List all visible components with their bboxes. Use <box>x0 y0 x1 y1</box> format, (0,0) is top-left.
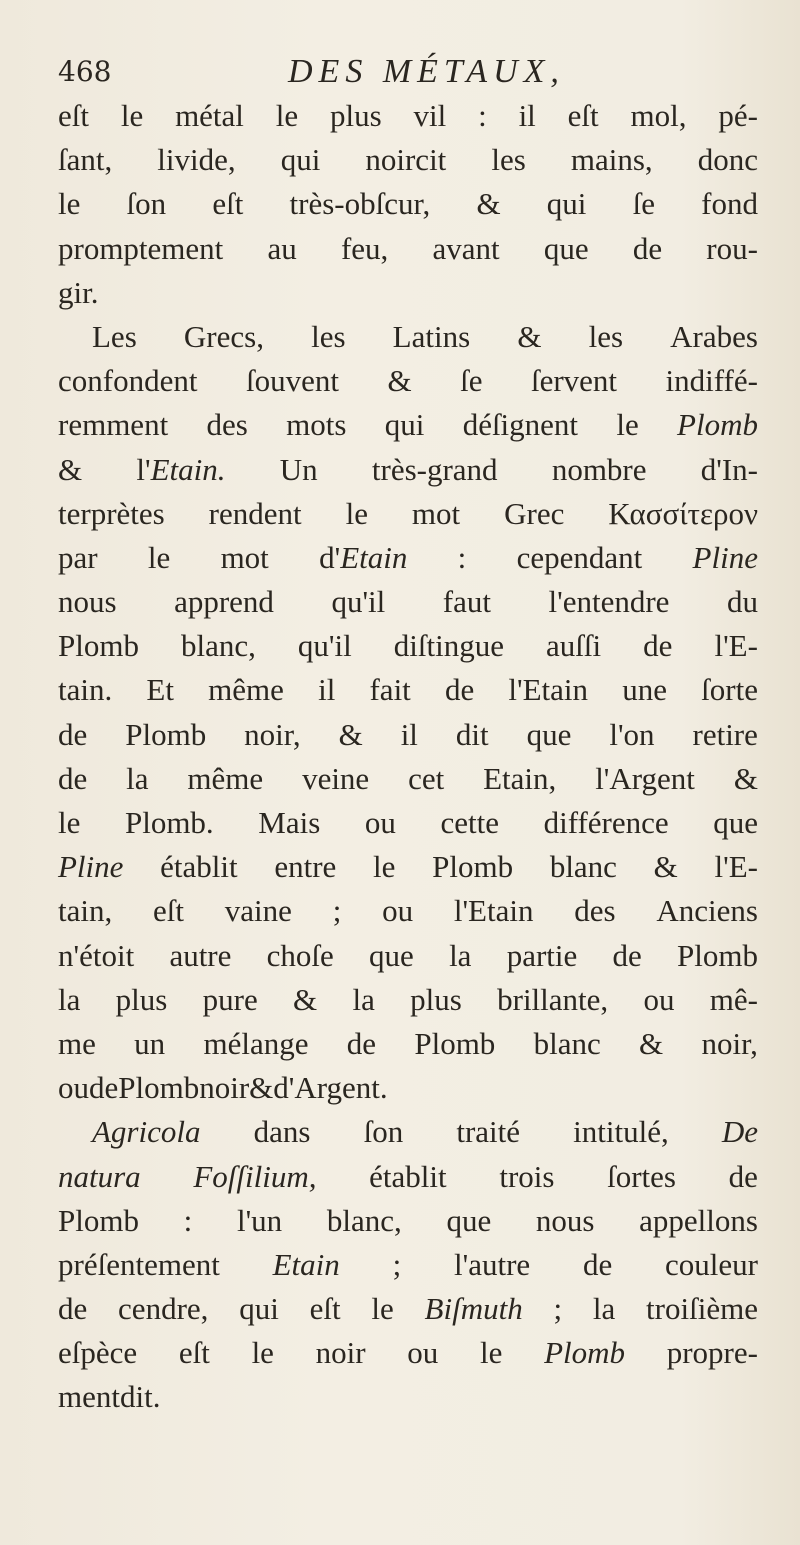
word: de <box>582 1246 613 1282</box>
word: & <box>733 760 758 796</box>
word: déſignent <box>462 407 579 443</box>
word: remment <box>58 407 169 443</box>
word: au <box>267 230 297 266</box>
word: de <box>444 672 475 708</box>
word: que <box>543 230 589 266</box>
word: ſorte <box>701 672 758 708</box>
word: noir, <box>244 716 301 752</box>
word: dit. <box>120 1379 161 1415</box>
word: ſant, <box>58 142 113 178</box>
word: l'autre <box>454 1246 531 1282</box>
word: il <box>400 716 418 752</box>
word: & <box>387 363 412 399</box>
word: troiſième <box>646 1291 758 1327</box>
page-header <box>58 50 758 94</box>
word: les <box>311 318 346 354</box>
text-line <box>58 1066 758 1110</box>
word: blanc, <box>181 628 256 664</box>
word: blanc <box>549 849 617 885</box>
word: qu'il <box>331 584 386 620</box>
word: mê- <box>709 981 758 1017</box>
word: Anciens <box>656 893 758 929</box>
word: Les <box>92 318 137 354</box>
word: cependant <box>516 539 643 575</box>
word: & <box>639 1025 664 1061</box>
word: Plomb. <box>124 805 214 840</box>
word: ſe <box>632 186 655 222</box>
text-line <box>58 94 758 138</box>
word: d'In- <box>700 451 758 487</box>
word: la <box>592 1291 616 1327</box>
word: le <box>371 1291 394 1327</box>
text-line <box>58 1287 758 1331</box>
word: plus <box>329 98 382 133</box>
word: & <box>293 981 318 1017</box>
word: des <box>574 893 616 929</box>
word: noir <box>199 1070 250 1106</box>
word: que <box>446 1202 492 1238</box>
word: de <box>346 1025 377 1061</box>
word: métal <box>175 98 244 133</box>
word: avant <box>432 230 500 266</box>
word: retire <box>692 716 758 752</box>
word: & <box>58 451 83 487</box>
word: Grec <box>504 495 565 531</box>
word: Plomb <box>125 716 207 752</box>
word: l'un <box>236 1202 283 1238</box>
word: plus <box>115 981 168 1017</box>
word: entre <box>274 849 337 885</box>
word: l'on <box>609 716 655 752</box>
word: le <box>479 1335 503 1371</box>
text-line <box>58 182 758 226</box>
text-line <box>58 492 758 536</box>
word: Grecs, <box>183 318 264 354</box>
word: établit <box>160 849 238 885</box>
word: même <box>208 672 284 708</box>
word: & <box>517 318 542 354</box>
word: nombre <box>551 451 647 487</box>
word: noir, <box>701 1025 758 1061</box>
word: qui <box>384 407 425 443</box>
word: choſe <box>266 937 334 973</box>
word: très-grand <box>371 451 498 487</box>
word: eſt <box>309 1291 341 1327</box>
word: veine <box>302 760 370 796</box>
word: dans <box>253 1114 311 1150</box>
word: brillante, <box>497 981 609 1017</box>
word: mains, <box>570 142 653 178</box>
word: la <box>58 981 81 1017</box>
word: eſt <box>212 186 244 222</box>
text-line <box>58 801 758 845</box>
text-line <box>58 713 758 757</box>
word: : <box>457 539 467 575</box>
word: tain. <box>58 672 113 708</box>
word: eſt <box>153 893 185 929</box>
word: fait <box>369 672 411 708</box>
word: nous <box>58 584 117 620</box>
word: indiffé- <box>665 363 758 399</box>
word: eſpèce <box>58 1335 138 1371</box>
text-line <box>58 1375 758 1419</box>
word: d'Argent. <box>273 1070 388 1106</box>
text-line <box>58 138 758 182</box>
word: Un <box>279 451 318 487</box>
word: Mais <box>258 805 321 840</box>
word: & <box>476 186 501 222</box>
word: mot <box>220 539 269 575</box>
word: : <box>183 1202 193 1238</box>
text-line <box>58 845 758 889</box>
word: le <box>147 539 171 575</box>
word: cet <box>408 760 445 796</box>
word: que <box>526 716 572 752</box>
word: Etain <box>272 1246 340 1282</box>
text-line <box>58 1199 758 1243</box>
word: Etain, <box>483 760 557 796</box>
word: mots <box>286 407 347 443</box>
word: Pline <box>692 539 758 575</box>
word: ou <box>407 1335 439 1371</box>
word: l'E- <box>714 849 758 885</box>
word: tain, <box>58 893 113 929</box>
word: Plomb <box>677 937 758 973</box>
word: noircit <box>365 142 447 178</box>
word: & <box>338 716 363 752</box>
word: l'Argent <box>595 760 695 796</box>
word: vaine <box>224 893 292 929</box>
word: Κασσίτερον <box>608 495 758 531</box>
word: Pline <box>58 849 124 885</box>
word: qu'il <box>297 628 352 664</box>
word: propre- <box>666 1335 758 1371</box>
text-line <box>58 1243 758 1287</box>
word: de <box>612 937 642 973</box>
word: auſſi <box>546 628 602 664</box>
word: cette <box>440 805 499 840</box>
word: feu, <box>340 230 389 266</box>
text-line <box>58 359 758 403</box>
text-line <box>58 978 758 1022</box>
word: vil <box>413 98 447 133</box>
word: ; <box>392 1246 402 1282</box>
word: qui <box>239 1291 279 1327</box>
text-line <box>58 403 758 447</box>
text-line <box>58 315 758 359</box>
word: le <box>58 805 81 840</box>
word: de <box>728 1158 758 1194</box>
word: de <box>89 1070 119 1106</box>
text-line <box>58 536 758 580</box>
word: ſervent <box>530 363 618 399</box>
word: Plomb <box>118 1070 200 1106</box>
word: eſt <box>567 98 599 133</box>
word: de <box>643 628 673 664</box>
page-number: 468 <box>58 55 112 88</box>
word: la <box>126 760 149 796</box>
word: pé- <box>718 98 758 133</box>
word: les <box>588 318 624 354</box>
word: le <box>120 98 144 133</box>
word: me <box>58 1025 96 1061</box>
body-text <box>58 94 758 1420</box>
word: ou <box>364 805 396 840</box>
word: blanc, <box>326 1202 402 1238</box>
word: traité <box>456 1114 521 1150</box>
text-line <box>58 668 758 712</box>
text-line <box>58 934 758 978</box>
word: apprend <box>174 584 274 620</box>
text-line <box>58 889 758 933</box>
word: qui <box>280 142 321 178</box>
word: que <box>713 805 758 840</box>
word: dit <box>455 716 489 752</box>
text-line <box>58 448 758 492</box>
word: autre <box>169 937 232 973</box>
word: ou <box>382 893 414 929</box>
text-line <box>58 271 758 315</box>
word: mélange <box>203 1025 309 1061</box>
word: eſt <box>178 1335 210 1371</box>
word: des <box>206 407 248 443</box>
word: rou- <box>706 230 758 266</box>
word: natura <box>58 1158 141 1194</box>
word: Plomb <box>414 1025 496 1061</box>
word: fond <box>701 186 758 222</box>
word: & <box>249 1070 274 1106</box>
text-line <box>58 580 758 624</box>
word: même <box>187 760 264 796</box>
word: Plomb <box>677 407 758 443</box>
word: préſentement <box>58 1246 220 1282</box>
word: l'entendre <box>548 584 670 620</box>
text-line <box>58 624 758 668</box>
word: le <box>373 849 396 885</box>
word: l'Etain. <box>136 451 226 487</box>
running-title: DES MÉTAUX, <box>288 53 565 90</box>
word: qui <box>546 186 587 222</box>
word: ſon <box>363 1114 404 1150</box>
word: la <box>352 981 375 1017</box>
word: les <box>491 142 526 178</box>
word: nous <box>535 1202 595 1238</box>
word: mol, <box>630 98 687 133</box>
word: Foſſilium, <box>193 1158 317 1194</box>
word: faut <box>442 584 491 620</box>
word: d'Etain <box>319 539 408 575</box>
word: établit <box>369 1158 447 1194</box>
word: ou <box>643 981 675 1017</box>
word: blanc <box>533 1025 601 1061</box>
text-line <box>58 1155 758 1199</box>
word: intitulé, <box>573 1114 669 1150</box>
word: un <box>134 1025 166 1061</box>
word: le <box>616 407 639 443</box>
word: couleur <box>665 1246 758 1282</box>
word: Latins <box>392 318 471 354</box>
word: Plomb <box>544 1335 625 1371</box>
word: plus <box>410 981 462 1017</box>
word: de <box>632 230 663 266</box>
word: la <box>449 937 472 973</box>
text-line <box>58 1110 758 1154</box>
word: Plomb <box>58 1202 139 1238</box>
word: & <box>653 849 678 885</box>
word: ſe <box>460 363 483 399</box>
word: le <box>58 186 81 222</box>
word: promptement <box>58 230 224 266</box>
text-line <box>58 1331 758 1375</box>
word: une <box>622 672 667 708</box>
word: Biſmuth <box>424 1291 523 1327</box>
word: très-obſcur, <box>289 186 431 222</box>
word: ou <box>58 1070 89 1106</box>
word: Plomb <box>432 849 514 885</box>
word: que <box>369 937 414 973</box>
word: l'Etain <box>508 672 589 708</box>
word: de <box>58 760 88 796</box>
word: appellons <box>639 1202 758 1238</box>
word: du <box>726 584 758 620</box>
word: eſt <box>58 98 89 133</box>
word: diſtingue <box>393 628 504 664</box>
text-line <box>58 1022 758 1066</box>
word: : <box>478 98 487 133</box>
word: pure <box>202 981 258 1017</box>
word: Et <box>146 672 174 708</box>
word: ſortes <box>607 1158 676 1194</box>
word: confondent <box>58 363 198 399</box>
word: l'E- <box>714 628 758 664</box>
word: ; <box>553 1291 563 1327</box>
word: gir. <box>58 274 99 310</box>
word: il <box>518 98 536 133</box>
word: de <box>58 1291 88 1327</box>
word: partie <box>506 937 578 973</box>
word: différence <box>543 805 669 840</box>
word: donc <box>697 142 758 178</box>
word: trois <box>499 1158 555 1194</box>
word: Arabes <box>670 318 758 354</box>
text-line <box>58 227 758 271</box>
word: le <box>275 98 299 133</box>
text-line <box>58 757 758 801</box>
word: terprètes <box>58 495 165 531</box>
word: il <box>318 672 336 708</box>
word: Agricola <box>92 1114 201 1150</box>
word: De <box>721 1114 758 1150</box>
word: mot <box>411 495 461 531</box>
word: livide, <box>157 142 236 178</box>
word: le <box>251 1335 274 1371</box>
word: Plomb <box>58 628 139 664</box>
word: le <box>345 495 368 531</box>
word: ment <box>58 1379 120 1415</box>
word: ſon <box>126 186 167 222</box>
word: n'étoit <box>58 937 135 973</box>
word: rendent <box>208 495 302 531</box>
word: noir <box>315 1335 366 1371</box>
word: l'Etain <box>453 893 534 929</box>
word: ; <box>332 893 342 929</box>
word: par <box>58 539 98 575</box>
word: de <box>58 716 88 752</box>
word: cendre, <box>118 1291 209 1327</box>
word: ſouvent <box>245 363 339 399</box>
